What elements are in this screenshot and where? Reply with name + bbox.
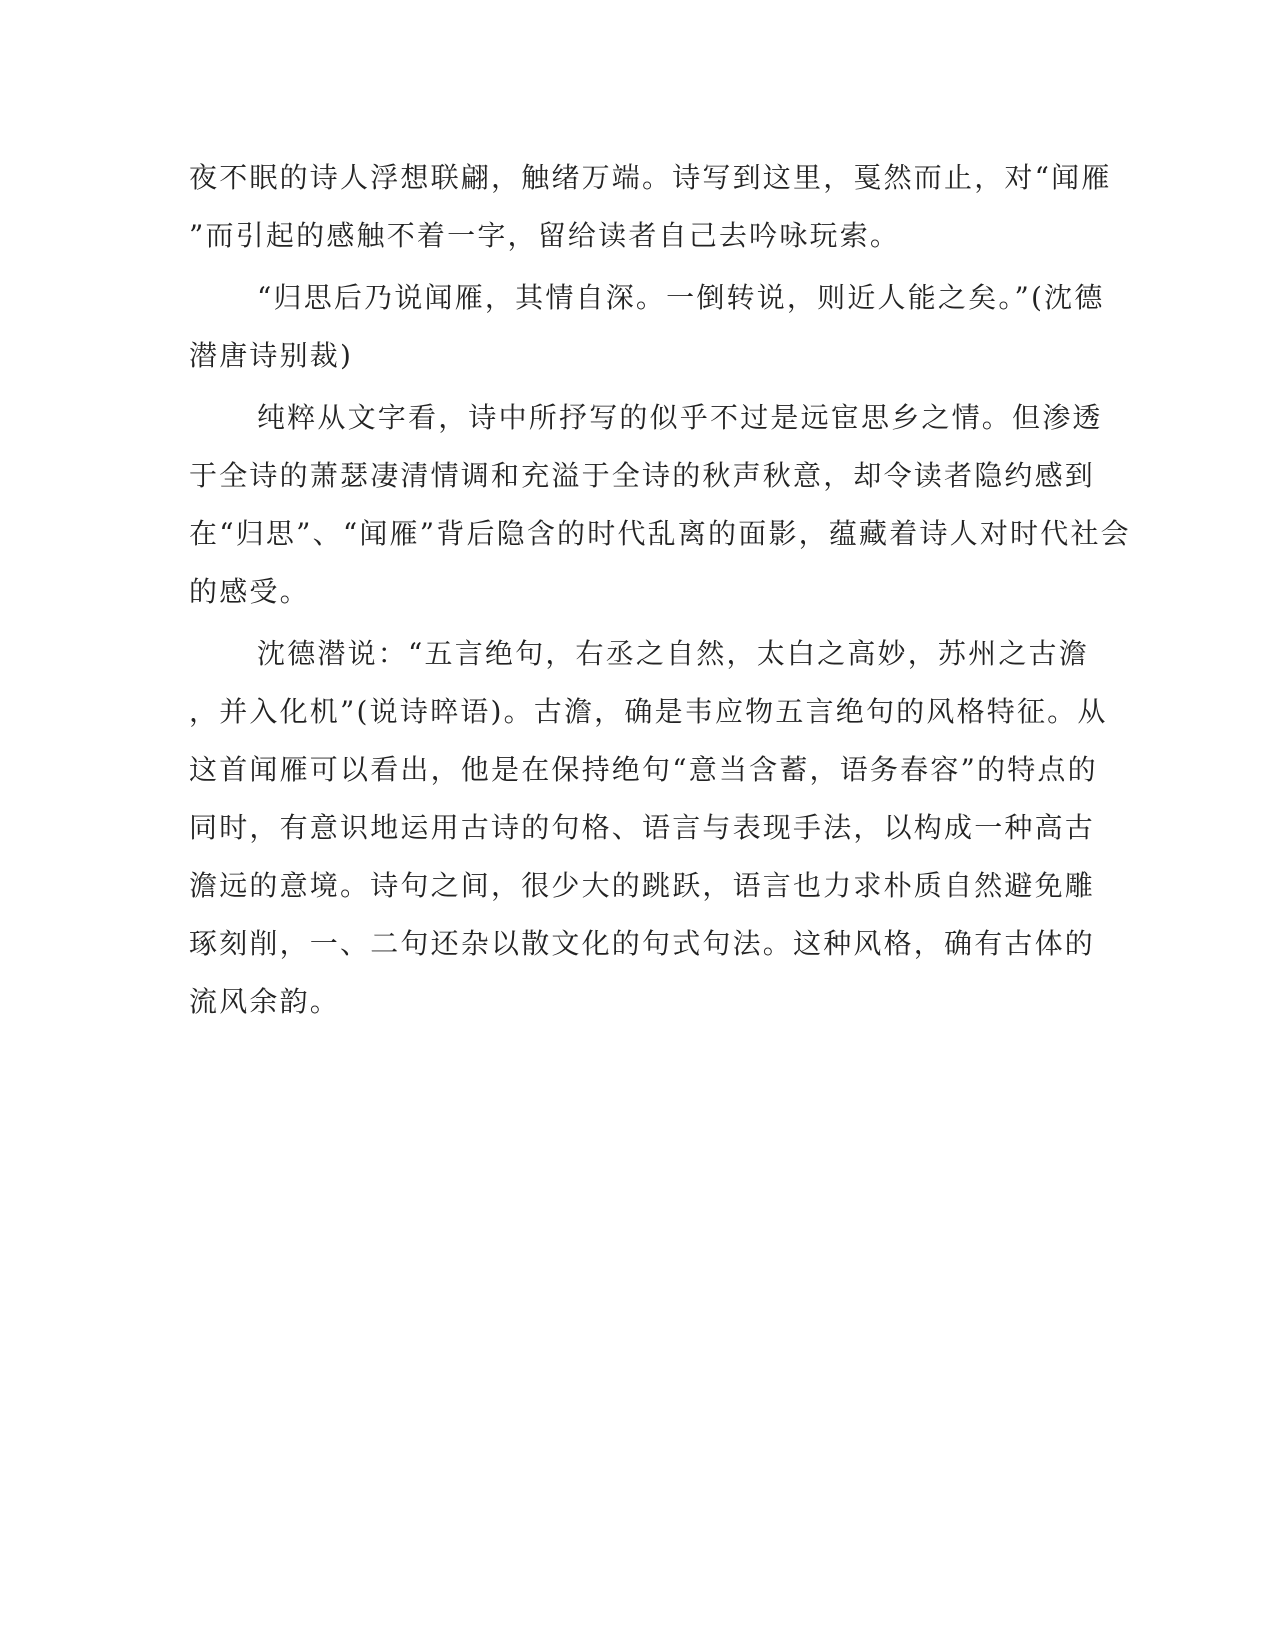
- paragraph-4-line-5: 澹远的意境。诗句之间，很少大的跳跃，语言也力求朴质自然避免雕: [189, 869, 1096, 902]
- paragraph-2-line-1: “归思后乃说闻雁，其情自深。一倒转说，则近人能之矣。”(沈德: [257, 281, 1105, 314]
- paragraph-4-line-4: 同时，有意识地运用古诗的句格、语言与表现手法，以构成一种高古: [189, 811, 1096, 844]
- paragraph-1-line-1: 夜不眠的诗人浮想联翩，触绪万端。诗写到这里，戛然而止，对“闻雁: [189, 161, 1112, 194]
- paragraph-2-line-2: 潜唐诗别裁): [189, 339, 354, 372]
- paragraph-4-line-7: 流风余韵。: [189, 985, 341, 1018]
- paragraph-4-line-1: 沈德潜说：“五言绝句，右丞之自然，太白之高妙，苏州之古澹: [257, 637, 1089, 670]
- paragraph-3-line-2: 于全诗的萧瑟凄清情调和充溢于全诗的秋声秋意，却令读者隐约感到: [189, 459, 1096, 492]
- paragraph-4-line-2: ，并入化机”(说诗晬语)。古澹，确是韦应物五言绝句的风格特征。从: [189, 695, 1108, 728]
- paragraph-4-line-3: 这首闻雁可以看出，他是在保持绝句“意当含蓄，语务春容”的特点的: [189, 753, 1098, 786]
- paragraph-3-line-3: 在“归思”、“闻雁”背后隐含的时代乱离的面影，蕴藏着诗人对时代社会: [189, 517, 1131, 550]
- paragraph-3-line-1: 纯粹从文字看，诗中所抒写的似乎不过是远宦思乡之情。但渗透: [257, 401, 1103, 434]
- paragraph-1-line-2: ”而引起的感触不着一字，留给读者自己去吟咏玩索。: [189, 219, 901, 252]
- paragraph-4-line-6: 琢刻削，一、二句还杂以散文化的句式句法。这种风格，确有古体的: [189, 927, 1096, 960]
- paragraph-3-line-4: 的感受。: [189, 575, 310, 608]
